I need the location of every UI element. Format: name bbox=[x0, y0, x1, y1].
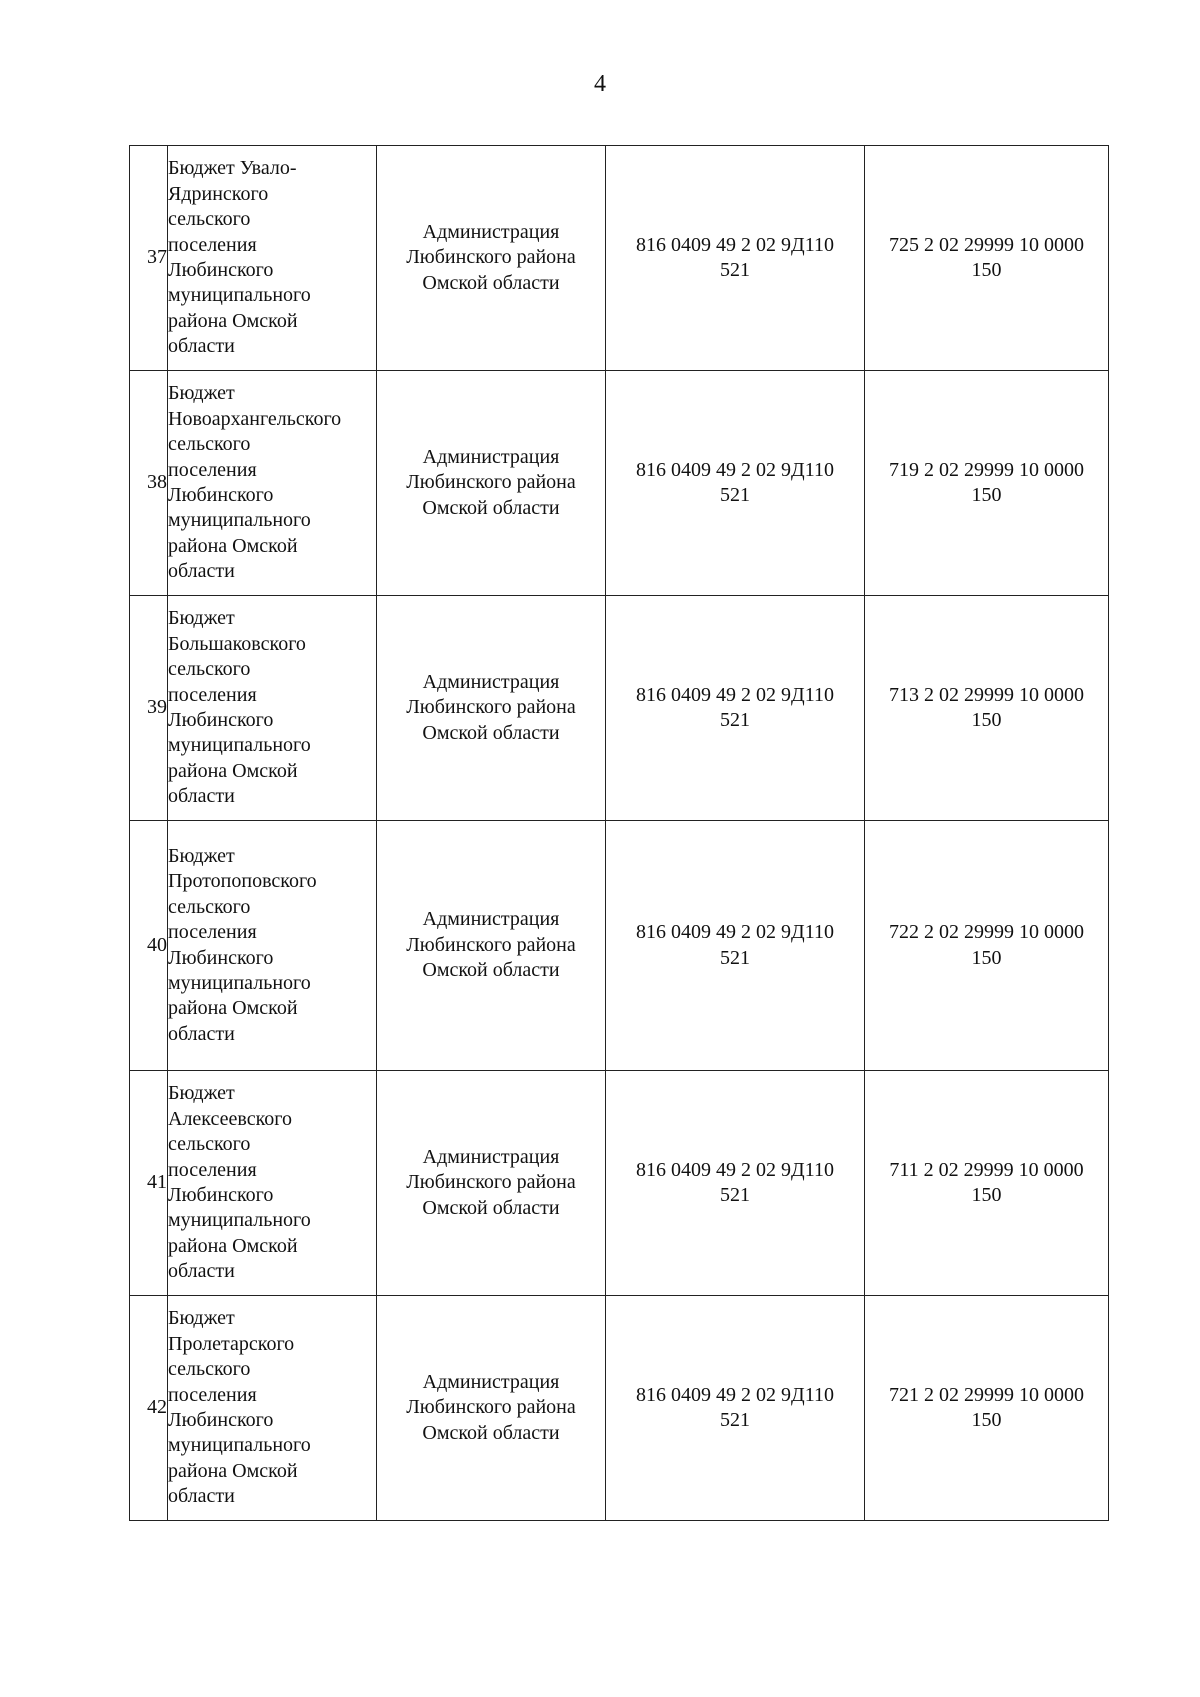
expense-code: 816 0409 49 2 02 9Д110 521 bbox=[636, 1383, 834, 1431]
row-number: 41 bbox=[147, 1171, 167, 1194]
administrator-name: Администрация Любинского района Омской области bbox=[406, 908, 576, 982]
budget-name-cell bbox=[168, 821, 377, 1071]
income-code-cell bbox=[865, 821, 1109, 1071]
table-row bbox=[130, 596, 1109, 821]
row-number-cell bbox=[130, 146, 168, 371]
table-row bbox=[130, 1071, 1109, 1296]
budget-name: Бюджет Алексеевского сельского поселения Любинского муниципального района Омской области bbox=[168, 1082, 311, 1283]
budget-name: Бюджет Увало- Ядринского сельского поселения Любинского муниципального района Омской области bbox=[168, 157, 311, 358]
administrator-cell bbox=[377, 146, 606, 371]
expense-code-cell bbox=[606, 146, 865, 371]
expense-code: 816 0409 49 2 02 9Д110 521 bbox=[636, 1158, 834, 1206]
administrator-cell bbox=[377, 1071, 606, 1296]
table-row bbox=[130, 821, 1109, 1071]
budget-table bbox=[129, 145, 1109, 1521]
income-code-cell bbox=[865, 1296, 1109, 1521]
expense-code-cell bbox=[606, 1296, 865, 1521]
income-code-cell bbox=[865, 1071, 1109, 1296]
expense-code-cell bbox=[606, 596, 865, 821]
income-code: 721 2 02 29999 10 0000 150 bbox=[889, 1383, 1084, 1431]
administrator-cell bbox=[377, 371, 606, 596]
administrator-name: Администрация Любинского района Омской области bbox=[406, 1145, 576, 1219]
table-row bbox=[130, 1296, 1109, 1521]
budget-name-cell bbox=[168, 371, 377, 596]
income-code: 711 2 02 29999 10 0000 150 bbox=[889, 1158, 1084, 1206]
administrator-cell bbox=[377, 596, 606, 821]
row-number-cell bbox=[130, 1296, 168, 1521]
income-code-cell bbox=[865, 371, 1109, 596]
expense-code: 816 0409 49 2 02 9Д110 521 bbox=[636, 683, 834, 731]
row-number-cell bbox=[130, 1071, 168, 1296]
expense-code-cell bbox=[606, 821, 865, 1071]
income-code: 713 2 02 29999 10 0000 150 bbox=[889, 683, 1084, 731]
row-number-cell bbox=[130, 821, 168, 1071]
income-code: 725 2 02 29999 10 0000 150 bbox=[889, 233, 1084, 281]
table-row bbox=[130, 146, 1109, 371]
budget-name-cell bbox=[168, 146, 377, 371]
income-code: 722 2 02 29999 10 0000 150 bbox=[889, 921, 1084, 969]
income-code-cell bbox=[865, 146, 1109, 371]
administrator-name: Администрация Любинского района Омской области bbox=[406, 670, 576, 744]
administrator-name: Администрация Любинского района Омской области bbox=[406, 1370, 576, 1444]
row-number: 42 bbox=[147, 1396, 167, 1419]
row-number-cell bbox=[130, 371, 168, 596]
budget-name-cell bbox=[168, 1296, 377, 1521]
row-number: 39 bbox=[147, 696, 167, 719]
budget-name: Бюджет Протопоповского сельского поселения Любинского муниципального района Омской области bbox=[168, 844, 317, 1045]
expense-code: 816 0409 49 2 02 9Д110 521 bbox=[636, 921, 834, 969]
budget-name: Бюджет Новоархангельского сельского поселения Любинского муниципального района Омской области bbox=[168, 382, 342, 583]
table-row bbox=[130, 371, 1109, 596]
budget-name-cell bbox=[168, 596, 377, 821]
row-number-cell bbox=[130, 596, 168, 821]
budget-name: Бюджет Большаковского сельского поселения Любинского муниципального района Омской области bbox=[168, 607, 311, 808]
budget-name: Бюджет Пролетарского сельского поселения Любинского муниципального района Омской области bbox=[168, 1307, 311, 1508]
row-number: 37 bbox=[147, 246, 167, 269]
expense-code: 816 0409 49 2 02 9Д110 521 bbox=[636, 233, 834, 281]
income-code-cell bbox=[865, 596, 1109, 821]
administrator-name: Администрация Любинского района Омской области bbox=[406, 220, 576, 294]
budget-name-cell bbox=[168, 1071, 377, 1296]
administrator-cell bbox=[377, 1296, 606, 1521]
row-number: 38 bbox=[147, 471, 167, 494]
page-number: 4 bbox=[594, 71, 606, 97]
row-number: 40 bbox=[147, 933, 167, 956]
expense-code-cell bbox=[606, 371, 865, 596]
expense-code: 816 0409 49 2 02 9Д110 521 bbox=[636, 458, 834, 506]
expense-code-cell bbox=[606, 1071, 865, 1296]
administrator-name: Администрация Любинского района Омской области bbox=[406, 445, 576, 519]
income-code: 719 2 02 29999 10 0000 150 bbox=[889, 458, 1084, 506]
administrator-cell bbox=[377, 821, 606, 1071]
